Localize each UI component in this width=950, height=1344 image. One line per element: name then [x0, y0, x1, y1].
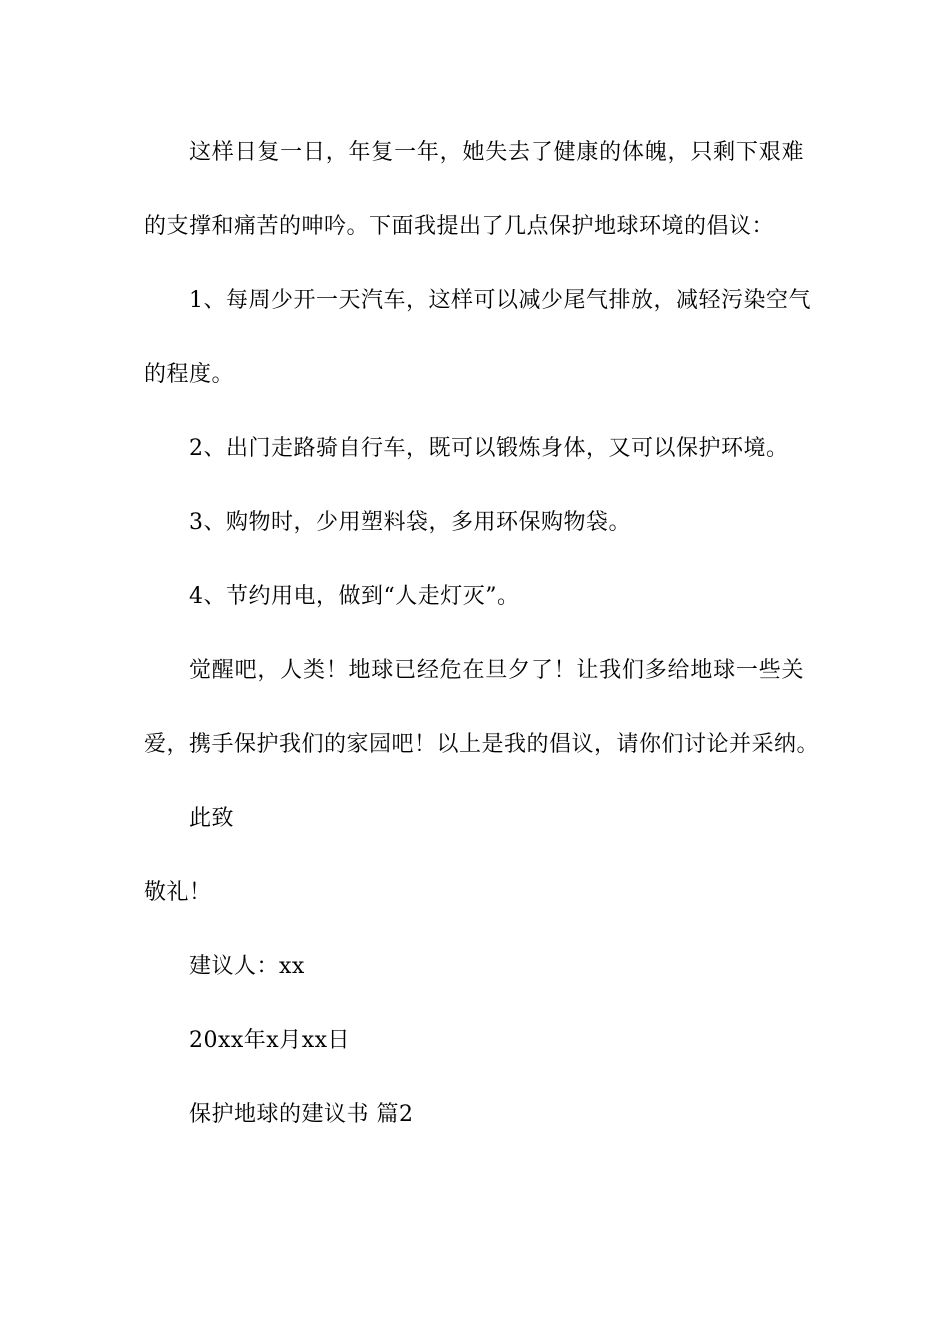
paragraph-2-line-2: 爱，携手保护我们的家园吧！以上是我的倡议，请你们讨论并采纳。	[144, 732, 820, 757]
paragraph-2-line-1: 觉醒吧，人类！地球已经危在旦夕了！让我们多给地球一些关	[189, 658, 804, 683]
closing-regards: 敬礼！	[144, 880, 212, 905]
paragraph-1-line-1: 这样日复一日，年复一年，她失去了健康的体魄，只剩下艰难	[189, 140, 804, 165]
date: 20xx年x月xx日	[189, 1028, 351, 1053]
next-section-title: 保护地球的建议书 篇2	[189, 1102, 414, 1127]
item-2: 2、出门走路骑自行车，既可以锻炼身体，又可以保护环境。	[189, 436, 789, 461]
paragraph-1-line-2: 的支撑和痛苦的呻吟。下面我提出了几点保护地球环境的倡议：	[144, 214, 775, 239]
item-4: 4、节约用电，做到“人走灯灭”。	[189, 584, 520, 609]
item-1-line-2: 的程度。	[144, 362, 235, 387]
signature: 建议人：xx	[189, 954, 305, 979]
item-3: 3、购物时，少用塑料袋，多用环保购物袋。	[189, 510, 631, 535]
closing-salutation: 此致	[189, 806, 235, 831]
item-1-line-1: 1、每周少开一天汽车，这样可以减少尾气排放，减轻污染空气	[189, 288, 811, 313]
